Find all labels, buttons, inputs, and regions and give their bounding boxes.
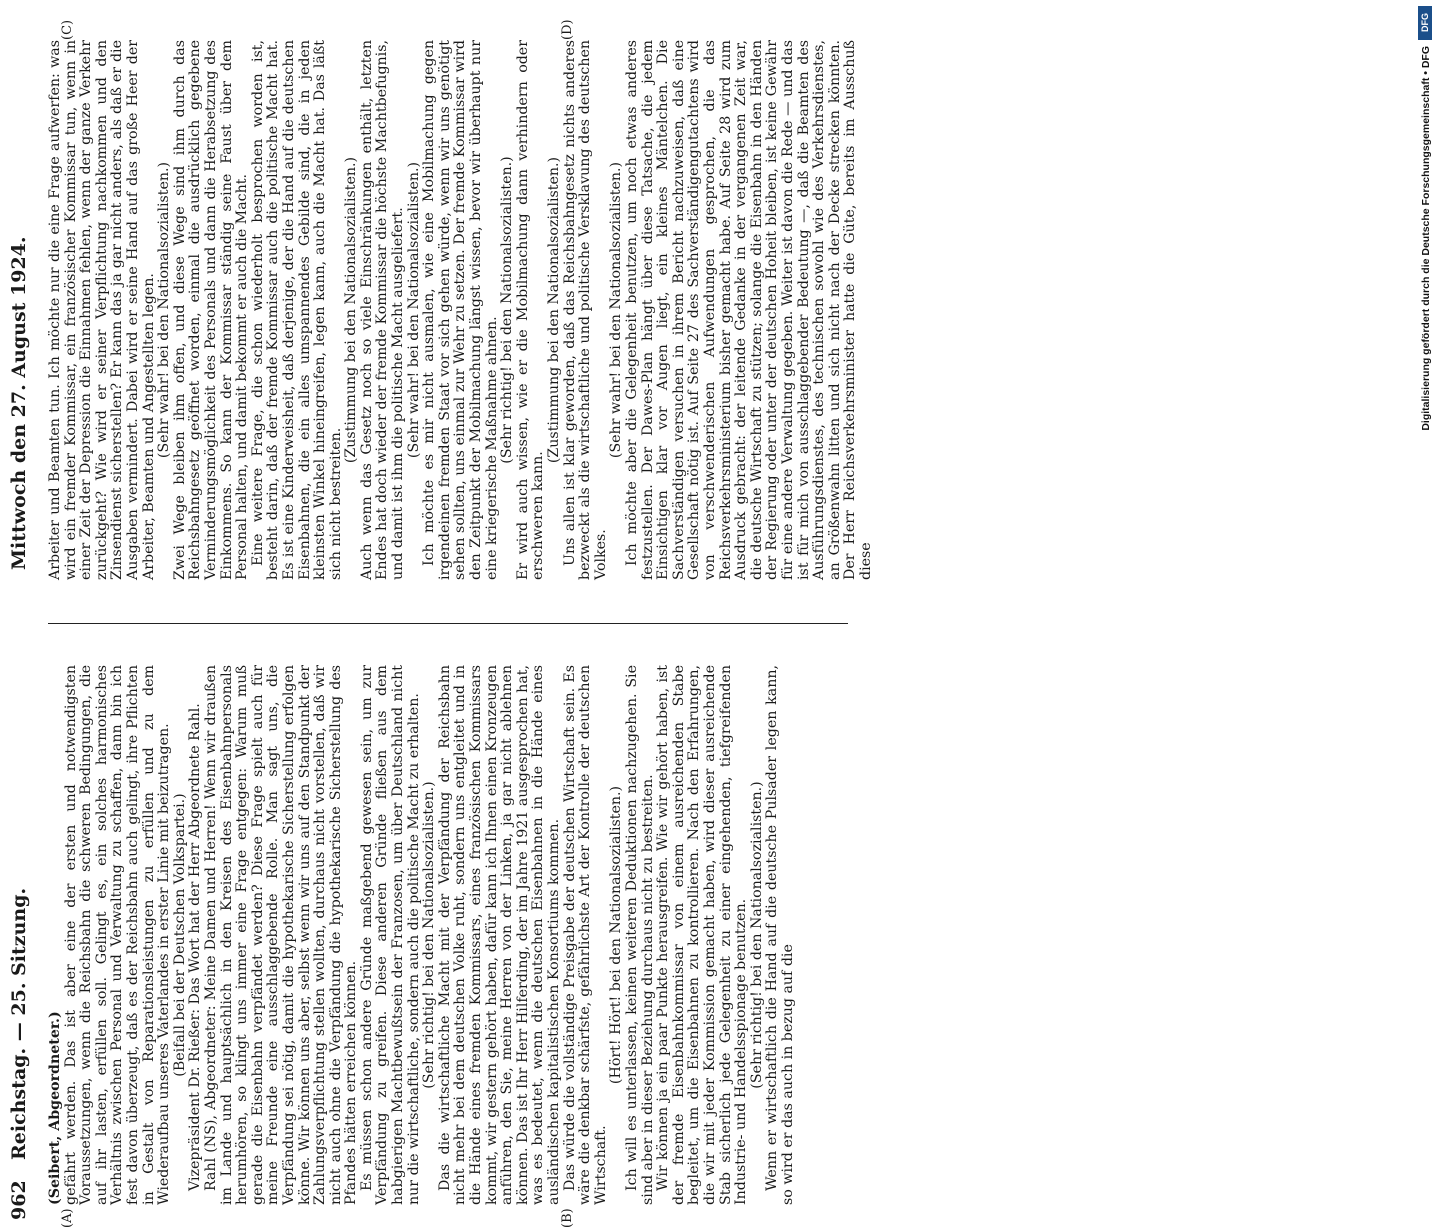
- paragraph: (Seibert, Abgeordneter.): [47, 1011, 63, 1205]
- dfg-credit-text: Digitalisierung gefördert durch die Deutsche Forschungsgemeinschaft • DFG: [1420, 46, 1432, 431]
- page-number: 962: [8, 1180, 30, 1220]
- left-text-column: [48, 665, 858, 1205]
- paragraph: gefährt werden. Das ist aber eine der ersten und notwendigsten Voraussetzungen, wenn die Reichsbahn die schweren Bedingungen, die auf ihr lasten, erfüllen soll. Gelingt es, ein solches harmonisches Verhältnis zwischen Personal und Verwaltung zu schaffen, dann bin ich fest davon überzeugt, daß es der Reichsbahn auch gelingt, ihre Pflichten in Gestalt von Reparationsleistungen zu erfüllen und zu dem Wiederaufbau unseres Vaterlandes in erster Linie mit beizutragen.: [62, 665, 173, 1205]
- interjection: (Sehr wahr! bei den Nationalsozialisten.): [608, 161, 625, 459]
- paragraph: Eine weitere Frage, die schon wiederholt besprochen worden ist, besteht darin, daß der fremde Kommissar auch die politische Macht hat. Es ist eine Kinderweisheit, daß derjenige, der die Hand auf die deutschen Eisenbahnen, die ein alles umspannendes Gebilde sind, die in jeden kleinsten Winkel hineingreifen, legen kann, auch die Macht hat. Das läßt sich nicht bestreiten.: [249, 40, 344, 580]
- paragraph: Rahl (NS), Abgeordneter: Meine Damen und Herren! Wenn wir draußen im Lande und hauptsächlich in den Kreisen des Eisenbahnpersonals herumhören, so klingt uns immer eine Frage entgegen: Warum muß gerade die Eisenbahn verpfändet werden? Diese Frage spielt auch für meine Freunde eine ausschlaggebende Rolle. Man sagt uns, die Verpfändung sei nötig, damit die hypothekarische Sicherstellung erfolgen könne. Wir können uns aber, selbst wenn wir uns auf den Standpunkt der Zahlungsverpflichtung stellen wollten, durchaus nicht vorstellen, daß wir nicht auch ohne die Verpfändung die hypothekarische Sicherstellung des Pfandes hätten erreichen können.: [202, 665, 360, 1205]
- page-header: [0, 20, 40, 1230]
- rotated-document-page: [0, 19, 1230, 1230]
- paragraph: Wir können ja ein paar Punkte herausgreifen. Wie wir gehört haben, ist der fremde Eisenbahnkommissar von einem ausreichenden Stabe begleitet, um die Eisenbahnen zu kontrollieren. Nach den Erfahrungen, die wir mit jeder Kommission gemacht haben, wird dieser ausreichende Stab sicherlich jede Gelegenheit zu einer eingehenden, tiefgreifenden Industrie- und Handelsspionage benutzen.: [655, 665, 750, 1205]
- paragraph: Wenn er wirtschaftlich die Hand auf die deutsche Pulsader legen kann, so wird er das auch in bezug auf die: [764, 665, 796, 1205]
- interjection: (Sehr richtig! bei den Nationalsozialisten.): [748, 781, 765, 1089]
- margin-marker-c: (C): [60, 19, 75, 40]
- interjection: (Beifall bei der Deutschen Volkspartei.): [171, 793, 188, 1077]
- paragraph: Ich will es unterlassen, keinen weiteren Deduktionen nachzugehen. Sie sind aber in dieser Beziehung durchaus nicht zu bestreiten.: [623, 665, 656, 1205]
- session-date: Mittwoch den 27. August 1924.: [8, 236, 30, 570]
- paragraph: Das würde die vollständige Preisgabe der deutschen Wirtschaft sein. Es wäre die denkbar schärfste, gefährlichste Art der Kontrolle der deutschen Wirtschaft.: [561, 665, 609, 1205]
- margin-marker-a: (A): [60, 1208, 75, 1228]
- interjection: (Hört! Hört! bei den Nationalsozialisten.): [608, 785, 625, 1085]
- paragraph: Vizepräsident Dr. Rießer: Das Wort hat der Herr Abgeordnete Rahl.: [187, 703, 204, 1191]
- paragraph: Ich möchte es mir nicht ausmalen, wie eine Mobilmachung gegen irgendeinen fremden Staat vor sich gehen würde, wenn wir uns genötigt sehen sollten, uns einmal zur Wehr zu setzen. Der fremde Kommissar wird den Zeitpunkt der Mobilmachung längst wissen, bevor wir überhaupt nur eine kriegerische Maßnahme ahnen.: [421, 40, 500, 580]
- session-title: Reichstag. — 25. Sitzung.: [8, 887, 30, 1160]
- interjection: (Zustimmung bei den Nationalsozialisten.): [343, 156, 360, 464]
- interjection: (Zustimmung bei den Nationalsozialisten.): [546, 156, 562, 464]
- margin-marker-d: (D): [560, 19, 575, 40]
- interjection: (Sehr richtig! bei den Nationalsozialisten.): [499, 156, 516, 464]
- paragraph: Er wird auch wissen, wie er die Mobilmachung dann verhindern oder erschweren kann.: [514, 40, 547, 580]
- paragraph: Uns allen ist klar geworden, daß das Reichsbahngesetz nichts anderes bezweckt als die wirtschaftliche und politische Versklavung des deutschen Volkes.: [561, 40, 609, 580]
- interjection: (Sehr richtig! bei den Nationalsozialisten.): [421, 781, 438, 1089]
- dfg-logo: DFG: [1418, 6, 1432, 40]
- dfg-credit: [1418, 6, 1434, 906]
- margin-marker-b: (B): [560, 1208, 575, 1228]
- paragraph: Zwei Wege bleiben ihm offen, und diese Wege sind ihm durch das Reichsbahngesetz geöffnet worden, einmal die ausdrücklich gegebene Verminderungsmöglichkeit des Personals und dann die Herabsetzung des Einkommens. So kann der Kommissar ständig seine Faust über dem Personal halten, und damit bekommt er auch die Macht.: [171, 40, 251, 580]
- column-divider: [48, 623, 848, 624]
- paragraph: Arbeiter und Beamten tun. Ich möchte nur die eine Frage aufwerfen: was wird ein fremder Kommissar, ein französischer Kommissar tun, wenn in einer Zeit der Depression die Einnahmen fehlen, wenn der ganze Verkehr zurückgeht? Wie wird er seiner Verpflichtung nachkommen und den Zinsendienst sicherstellen? Er kann das ja gar nicht anders, als daß er die Ausgaben vermindert. Dabei wird er seine Hand auf das große Heer der Arbeiter, Beamten und Angestellten legen.: [47, 40, 157, 580]
- paragraph: Ich möchte aber die Gelegenheit benutzen, um noch etwas anderes festzustellen. Der Dawes-Plan hängt über diese Tatsache, die jedem Einsichtigen klar vor Augen liegt, ein kleines Mäntelchen. Die Sachverständigen versuchen in ihrem Bericht nachzuweisen, daß eine Gesellschaft nötig ist. Auf Seite 27 des Sachverständigengutachtens wird von verschwenderischen Aufwendungen gesprochen, die das Reichsverkehrsministerium bisher gemacht habe. Auf Seite 28 wird zum Ausdruck gebracht: der leitende Gedanke in der vergangenen Zeit war, die deutsche Wirtschaft zu stützen; solange die Eisenbahn in den Händen der Regierung oder unter der deutschen Hoheit bleiben, ist keine Gewähr für eine andere Verwaltung gegeben. Weiter ist davon die Rede — und das ist für mich von ausschlaggebender Bedeutung —, daß die Beamten des Ausführungsdienstes, des technischen sowohl wie des Verkehrsdienstes, an Größenwahn litten und sich nicht nach der Decke strecken könnten. Der Herr Reichsverkehrsminister hatte die Güte, bereits im Ausschuß diese: [623, 40, 874, 580]
- paragraph: Es müssen schon andere Gründe maßgebend gewesen sein, um zur Verpfändung zu greifen. Diese anderen Gründe fließen aus dem habgierigen Machtbewußtsein der Franzosen, um über Deutschland nicht nur die wirtschaftliche, sondern auch die politische Macht zu erhalten.: [358, 665, 422, 1205]
- paragraph: Auch wenn das Gesetz noch so viele Einschränkungen enthält, letzten Endes hat doch wieder der fremde Kommissar die höchste Machtbefugnis, und damit ist ihm die politische Macht ausgeliefert.: [358, 40, 407, 580]
- interjection: (Sehr wahr! bei den Nationalsozialisten.): [156, 161, 173, 459]
- interjection: (Sehr wahr! bei den Nationalsozialisten.): [405, 161, 422, 459]
- right-text-column: [47, 40, 874, 580]
- paragraph: Das die wirtschaftliche Macht mit der Verpfändung der Reichsbahn nicht mehr bei dem deutschen Volke ruht, sondern uns entgleitet und in die Hände eines fremden Kommissars, eines französischen Kommissars kommt, wir gestern gehört haben, dafür kann ich Ihnen einen Kronzeugen anführen, den Sie, meine Herren von der Linken, ja gar nicht ablehnen können. Das ist Ihr Herr Hilferding, der im Jahre 1921 ausgesprochen hat, was es bedeutet, wenn die deutschen Eisenbahnen in die Hände eines ausländischen kapitalistischen Konsortiums kommen.: [436, 665, 562, 1205]
